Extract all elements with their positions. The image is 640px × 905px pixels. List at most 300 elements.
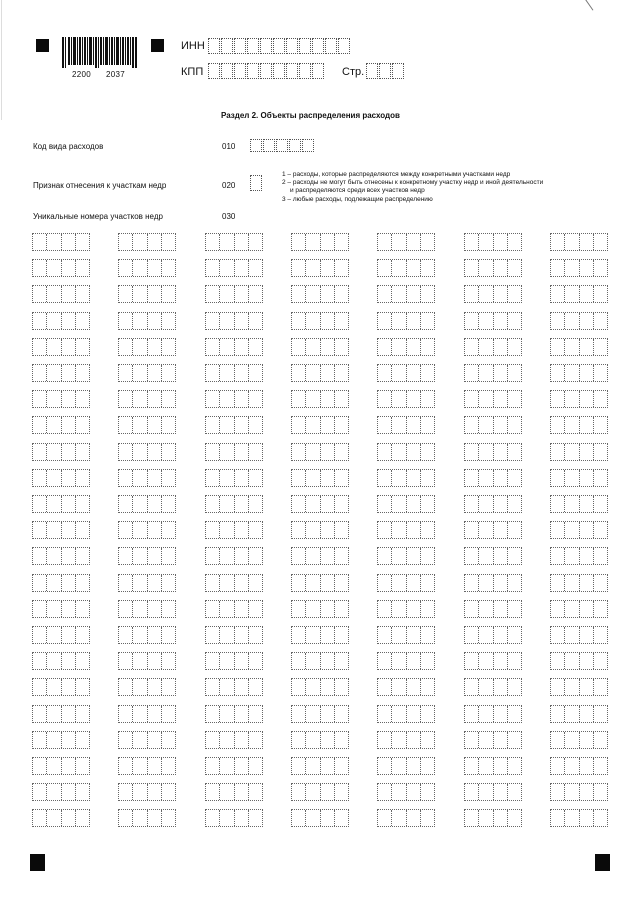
subsoil-number-cell[interactable] [118, 285, 176, 303]
digit-slot [494, 575, 508, 591]
subsoil-number-cell[interactable] [291, 678, 349, 696]
subsoil-number-cell[interactable] [32, 809, 90, 827]
subsoil-number-cell[interactable] [205, 495, 263, 513]
digit-slot [133, 706, 147, 722]
kpp-cell[interactable] [208, 63, 220, 79]
digit-slot [407, 653, 421, 669]
digit-slot [133, 627, 147, 643]
page-label: Стр. [342, 66, 365, 78]
subsoil-number-cell[interactable] [464, 547, 522, 565]
subsoil-number-cell[interactable] [550, 312, 608, 330]
subsoil-number-cell[interactable] [464, 259, 522, 277]
subsoil-number-cell[interactable] [550, 626, 608, 644]
subsoil-number-cell[interactable] [464, 731, 522, 749]
digit-slot [292, 444, 306, 460]
kpp-cell[interactable] [299, 63, 311, 79]
subsoil-number-cell[interactable] [377, 416, 435, 434]
subsoil-number-cell[interactable] [118, 626, 176, 644]
subsoil-number-cell[interactable] [32, 233, 90, 251]
subsoil-number-cell[interactable] [32, 626, 90, 644]
subsoil-number-cell[interactable] [291, 574, 349, 592]
subsoil-number-cell[interactable] [377, 259, 435, 277]
digit-slot [378, 706, 392, 722]
digit-slot [148, 313, 162, 329]
subsoil-number-cell[interactable] [291, 285, 349, 303]
digit-slot [249, 758, 262, 774]
digit-slot [76, 732, 89, 748]
subsoil-number-cell[interactable] [291, 443, 349, 461]
digit-slot [407, 391, 421, 407]
digit-slot [407, 679, 421, 695]
digit-slot [119, 548, 133, 564]
expense-type-cell[interactable] [302, 139, 314, 152]
subsoil-number-cell[interactable] [464, 521, 522, 539]
digit-slot [119, 391, 133, 407]
digit-slot [162, 810, 175, 826]
subsoil-number-cell[interactable] [205, 338, 263, 356]
subsoil-number-cell[interactable] [377, 626, 435, 644]
digit-slot [306, 706, 320, 722]
subsoil-number-cell[interactable] [377, 469, 435, 487]
subsoil-number-cell[interactable] [118, 259, 176, 277]
subsoil-number-cell[interactable] [550, 521, 608, 539]
subsoil-number-cell[interactable] [291, 626, 349, 644]
subsoil-number-cell[interactable] [291, 259, 349, 277]
digit-slot [76, 339, 89, 355]
digit-slot [494, 417, 508, 433]
digit-slot [162, 234, 175, 250]
digit-slot [306, 601, 320, 617]
digit-slot [335, 810, 348, 826]
inn-cell[interactable] [299, 38, 311, 54]
digit-slot [407, 758, 421, 774]
kpp-cell[interactable] [234, 63, 246, 79]
digit-slot [421, 339, 434, 355]
subsoil-number-cell[interactable] [118, 757, 176, 775]
digit-slot [133, 679, 147, 695]
subsoil-number-cell[interactable] [205, 600, 263, 618]
expense-type-cell[interactable] [250, 139, 262, 152]
subsoil-number-cell[interactable] [118, 312, 176, 330]
digit-slot [133, 601, 147, 617]
subsoil-number-cell[interactable] [32, 547, 90, 565]
subsoil-number-cell[interactable] [32, 678, 90, 696]
subsoil-number-cell[interactable] [118, 600, 176, 618]
inn-cell[interactable] [234, 38, 246, 54]
kpp-cell[interactable] [286, 63, 298, 79]
subsoil-number-cell[interactable] [205, 233, 263, 251]
subsoil-number-cell[interactable] [550, 285, 608, 303]
digit-slot [292, 496, 306, 512]
subsoil-number-cell[interactable] [32, 521, 90, 539]
digit-slot [235, 732, 249, 748]
digit-slot [392, 548, 406, 564]
subsoil-number-cell[interactable] [377, 233, 435, 251]
digit-slot [378, 313, 392, 329]
digit-slot [421, 417, 434, 433]
digit-slot [407, 260, 421, 276]
page-cell[interactable] [392, 63, 404, 79]
subsoil-number-cell[interactable] [205, 626, 263, 644]
subsoil-number-cell[interactable] [118, 678, 176, 696]
digit-slot [392, 417, 406, 433]
subsoil-number-cell[interactable] [118, 574, 176, 592]
subsoil-number-cell[interactable] [118, 233, 176, 251]
subsoil-number-cell[interactable] [205, 390, 263, 408]
subsoil-number-cell[interactable] [205, 259, 263, 277]
subsoil-number-cell[interactable] [32, 600, 90, 618]
subsoil-number-cell[interactable] [32, 416, 90, 434]
digit-slot [235, 444, 249, 460]
subsoil-number-cell[interactable] [32, 783, 90, 801]
subsoil-number-cell[interactable] [32, 757, 90, 775]
subsoil-number-cell[interactable] [464, 469, 522, 487]
subsoil-number-cell[interactable] [464, 574, 522, 592]
digit-slot [206, 758, 220, 774]
kpp-cell[interactable] [247, 63, 259, 79]
subsoil-number-cell[interactable] [550, 783, 608, 801]
digit-slot [148, 679, 162, 695]
subsoil-number-cell[interactable] [550, 809, 608, 827]
subsoil-number-cell[interactable] [377, 731, 435, 749]
subsoil-number-cell[interactable] [464, 783, 522, 801]
subsoil-number-cell[interactable] [205, 783, 263, 801]
digit-slot [148, 601, 162, 617]
digit-slot [594, 470, 607, 486]
subsoil-number-cell[interactable] [118, 731, 176, 749]
attribution-cell[interactable] [250, 175, 262, 191]
subsoil-number-cell[interactable] [464, 652, 522, 670]
subsoil-number-cell[interactable] [205, 312, 263, 330]
subsoil-number-cell[interactable] [377, 443, 435, 461]
subsoil-number-cell[interactable] [291, 312, 349, 330]
inn-cell[interactable] [247, 38, 259, 54]
digit-slot [249, 260, 262, 276]
subsoil-number-cell[interactable] [32, 574, 90, 592]
digit-slot [119, 234, 133, 250]
subsoil-number-cell[interactable] [550, 757, 608, 775]
page-cell[interactable] [366, 63, 378, 79]
digit-slot [249, 496, 262, 512]
subsoil-number-cell[interactable] [550, 547, 608, 565]
digit-slot [565, 653, 579, 669]
subsoil-number-cell[interactable] [118, 809, 176, 827]
digit-slot [148, 810, 162, 826]
digit-slot [479, 339, 493, 355]
subsoil-number-cell[interactable] [291, 364, 349, 382]
subsoil-number-cell[interactable] [32, 364, 90, 382]
subsoil-number-cell[interactable] [291, 521, 349, 539]
subsoil-number-cell[interactable] [464, 390, 522, 408]
subsoil-number-cell[interactable] [291, 233, 349, 251]
subsoil-number-cell[interactable] [291, 495, 349, 513]
inn-label: ИНН [181, 40, 205, 52]
subsoil-number-cell[interactable] [464, 338, 522, 356]
subsoil-number-cell[interactable] [550, 600, 608, 618]
digit-slot [62, 706, 76, 722]
digit-slot [565, 496, 579, 512]
subsoil-number-cell[interactable] [464, 364, 522, 382]
subsoil-number-cell[interactable] [550, 338, 608, 356]
subsoil-number-cell[interactable] [377, 783, 435, 801]
subsoil-number-cell[interactable] [550, 574, 608, 592]
subsoil-number-cell[interactable] [32, 312, 90, 330]
digit-slot [580, 444, 594, 460]
digit-slot [321, 417, 335, 433]
subsoil-number-cell[interactable] [32, 652, 90, 670]
kpp-cell[interactable] [312, 63, 324, 79]
subsoil-number-cell[interactable] [550, 469, 608, 487]
kpp-field[interactable] [208, 63, 325, 79]
subsoil-number-cell[interactable] [205, 757, 263, 775]
subsoil-number-cell[interactable] [32, 731, 90, 749]
subsoil-number-cell[interactable] [550, 705, 608, 723]
digit-slot [47, 234, 61, 250]
subsoil-number-cell[interactable] [464, 495, 522, 513]
subsoil-number-cell[interactable] [550, 416, 608, 434]
subsoil-number-cell[interactable] [550, 233, 608, 251]
digit-slot [306, 784, 320, 800]
subsoil-number-cell[interactable] [118, 469, 176, 487]
digit-slot [33, 417, 47, 433]
digit-slot [119, 706, 133, 722]
subsoil-number-cell[interactable] [464, 233, 522, 251]
subsoil-number-cell[interactable] [377, 757, 435, 775]
subsoil-number-cell[interactable] [118, 783, 176, 801]
digit-slot [235, 260, 249, 276]
inn-cell[interactable] [325, 38, 337, 54]
digit-slot [162, 784, 175, 800]
subsoil-number-cell[interactable] [291, 809, 349, 827]
subsoil-number-cell[interactable] [464, 809, 522, 827]
digit-slot [479, 679, 493, 695]
subsoil-number-cell[interactable] [377, 600, 435, 618]
subsoil-number-cell[interactable] [291, 783, 349, 801]
subsoil-number-cell[interactable] [205, 364, 263, 382]
subsoil-number-cell[interactable] [464, 705, 522, 723]
digit-slot [220, 260, 234, 276]
subsoil-number-cell[interactable] [550, 652, 608, 670]
subsoil-number-cell[interactable] [205, 574, 263, 592]
subsoil-number-cell[interactable] [291, 338, 349, 356]
digit-slot [421, 758, 434, 774]
subsoil-number-cell[interactable] [550, 390, 608, 408]
subsoil-number-cell[interactable] [205, 443, 263, 461]
digit-slot [306, 522, 320, 538]
digit-slot [133, 391, 147, 407]
subsoil-number-cell[interactable] [118, 547, 176, 565]
subsoil-number-cell[interactable] [377, 705, 435, 723]
subsoil-number-cell[interactable] [550, 678, 608, 696]
subsoil-number-cell[interactable] [32, 285, 90, 303]
digit-slot [249, 234, 262, 250]
note-line: 2 – расходы не могут быть отнесены к конкретному участку недр и иной деятельности [282, 179, 544, 187]
subsoil-number-cell[interactable] [205, 469, 263, 487]
page-number-field[interactable] [366, 63, 405, 79]
subsoil-number-cell[interactable] [377, 574, 435, 592]
digit-slot [133, 313, 147, 329]
inn-cell[interactable] [273, 38, 285, 54]
subsoil-number-cell[interactable] [291, 416, 349, 434]
subsoil-number-cell[interactable] [377, 312, 435, 330]
inn-cell[interactable] [312, 38, 324, 54]
digit-slot [335, 653, 348, 669]
digit-slot [465, 391, 479, 407]
subsoil-number-cell[interactable] [32, 705, 90, 723]
subsoil-number-cell[interactable] [291, 469, 349, 487]
subsoil-number-cell[interactable] [118, 521, 176, 539]
digit-slot [33, 653, 47, 669]
expense-type-cell[interactable] [263, 139, 275, 152]
subsoil-number-cell[interactable] [205, 547, 263, 565]
kpp-cell[interactable] [221, 63, 233, 79]
subsoil-number-cell[interactable] [205, 705, 263, 723]
digit-slot [508, 575, 521, 591]
digit-slot [133, 732, 147, 748]
subsoil-number-cell[interactable] [205, 416, 263, 434]
subsoil-number-cell[interactable] [464, 757, 522, 775]
digit-slot [119, 810, 133, 826]
subsoil-number-cell[interactable] [377, 547, 435, 565]
digit-slot [76, 496, 89, 512]
subsoil-number-cell[interactable] [550, 364, 608, 382]
subsoil-number-cell[interactable] [377, 678, 435, 696]
subsoil-number-cell[interactable] [118, 416, 176, 434]
expense-type-cell[interactable] [289, 139, 301, 152]
digit-slot [62, 548, 76, 564]
page-cell[interactable] [379, 63, 391, 79]
digit-slot [551, 784, 565, 800]
subsoil-number-cell[interactable] [32, 443, 90, 461]
digit-slot [465, 653, 479, 669]
subsoil-number-cell[interactable] [464, 443, 522, 461]
attribution-field[interactable] [250, 175, 263, 191]
subsoil-number-cell[interactable] [550, 731, 608, 749]
digit-slot [206, 732, 220, 748]
subsoil-number-cell[interactable] [291, 731, 349, 749]
inn-field[interactable] [208, 38, 351, 54]
subsoil-number-cell[interactable] [205, 731, 263, 749]
kpp-label: КПП [181, 66, 204, 78]
digit-slot [335, 706, 348, 722]
subsoil-number-cell[interactable] [205, 652, 263, 670]
digit-slot [76, 234, 89, 250]
digit-slot [565, 810, 579, 826]
inn-cell[interactable] [338, 38, 350, 54]
digit-slot [378, 548, 392, 564]
subsoil-number-cell[interactable] [291, 705, 349, 723]
subsoil-number-cell[interactable] [32, 469, 90, 487]
inn-cell[interactable] [221, 38, 233, 54]
digit-slot [321, 810, 335, 826]
digit-slot [133, 234, 147, 250]
inn-cell[interactable] [286, 38, 298, 54]
subsoil-number-cell[interactable] [118, 364, 176, 382]
digit-slot [162, 444, 175, 460]
digit-slot [479, 706, 493, 722]
digit-slot [206, 313, 220, 329]
digit-slot [494, 365, 508, 381]
subsoil-number-cell[interactable] [32, 259, 90, 277]
subsoil-number-cell[interactable] [550, 259, 608, 277]
digit-slot [206, 417, 220, 433]
digit-slot [594, 627, 607, 643]
inn-cell[interactable] [208, 38, 220, 54]
subsoil-number-cell[interactable] [377, 521, 435, 539]
digit-slot [551, 365, 565, 381]
subsoil-number-cell[interactable] [377, 809, 435, 827]
subsoil-number-cell[interactable] [377, 652, 435, 670]
digit-slot [148, 444, 162, 460]
subsoil-number-cell[interactable] [118, 495, 176, 513]
expense-type-field[interactable] [250, 139, 315, 152]
subsoil-number-cell[interactable] [291, 600, 349, 618]
subsoil-number-cell[interactable] [464, 312, 522, 330]
subsoil-number-cell[interactable] [377, 495, 435, 513]
subsoil-number-cell[interactable] [377, 390, 435, 408]
subsoil-number-cell[interactable] [464, 626, 522, 644]
subsoil-number-cell[interactable] [550, 495, 608, 513]
digit-slot [392, 365, 406, 381]
digit-slot [220, 444, 234, 460]
subsoil-number-cell[interactable] [464, 285, 522, 303]
subsoil-number-cell[interactable] [205, 809, 263, 827]
subsoil-number-cell[interactable] [32, 338, 90, 356]
digit-slot [494, 627, 508, 643]
subsoil-number-cell[interactable] [464, 678, 522, 696]
subsoil-number-cell[interactable] [118, 443, 176, 461]
subsoil-number-cell[interactable] [377, 285, 435, 303]
digit-slot [580, 784, 594, 800]
subsoil-number-cell[interactable] [118, 390, 176, 408]
subsoil-number-cell[interactable] [205, 678, 263, 696]
subsoil-number-cell[interactable] [291, 390, 349, 408]
subsoil-number-cell[interactable] [291, 547, 349, 565]
subsoil-number-cell[interactable] [32, 390, 90, 408]
subsoil-number-cell[interactable] [118, 705, 176, 723]
subsoil-number-cell[interactable] [205, 285, 263, 303]
kpp-cell[interactable] [260, 63, 272, 79]
subsoil-number-cell[interactable] [118, 652, 176, 670]
digit-slot [220, 601, 234, 617]
digit-slot [33, 810, 47, 826]
digit-slot [565, 391, 579, 407]
digit-slot [465, 234, 479, 250]
digit-slot [133, 810, 147, 826]
subsoil-number-cell[interactable] [464, 416, 522, 434]
digit-slot [508, 496, 521, 512]
digit-slot [292, 470, 306, 486]
kpp-cell[interactable] [273, 63, 285, 79]
subsoil-number-cell[interactable] [118, 338, 176, 356]
subsoil-number-cell[interactable] [377, 364, 435, 382]
digit-slot [33, 313, 47, 329]
subsoil-number-cell[interactable] [291, 757, 349, 775]
digit-slot [508, 234, 521, 250]
digit-slot [148, 470, 162, 486]
inn-cell[interactable] [260, 38, 272, 54]
digit-slot [565, 444, 579, 460]
digit-slot [407, 627, 421, 643]
subsoil-number-cell[interactable] [32, 495, 90, 513]
digit-slot [335, 679, 348, 695]
subsoil-number-cell[interactable] [464, 600, 522, 618]
expense-type-cell[interactable] [276, 139, 288, 152]
subsoil-number-cell[interactable] [291, 652, 349, 670]
subsoil-number-cell[interactable] [377, 338, 435, 356]
subsoil-number-cell[interactable] [205, 521, 263, 539]
subsoil-number-cell[interactable] [550, 443, 608, 461]
